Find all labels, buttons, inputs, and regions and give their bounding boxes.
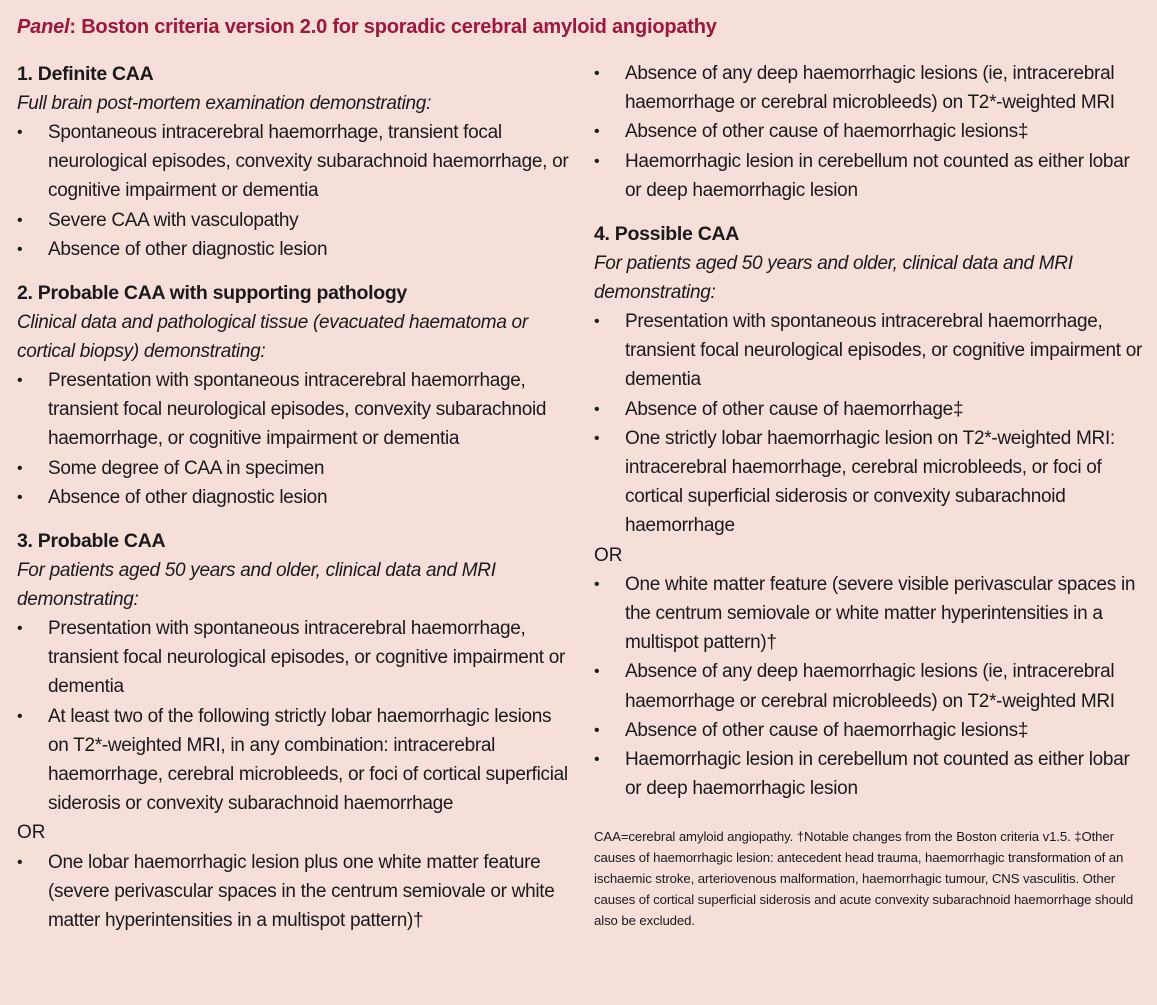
left-column bbox=[17, 60, 572, 950]
section-subheading: Full brain post-mortem examination demonstrating: bbox=[17, 93, 432, 114]
section-probable-caa bbox=[17, 527, 572, 935]
list-item: • Absence of other cause of haemorrhagic lesions‡ bbox=[594, 716, 1149, 745]
criteria-list bbox=[17, 118, 572, 264]
list-item: • Absence of other cause of haemorrhage‡ bbox=[594, 395, 1149, 424]
list-item: • Absence of other diagnostic lesion bbox=[17, 483, 572, 512]
list-item: • Presentation with spontaneous intracerebral haemorrhage, transient focal neurological episodes, or cognitive impairment or dementia bbox=[594, 307, 1149, 395]
section-heading: 2. Probable CAA with supporting pathology bbox=[17, 282, 407, 305]
section-heading: 1. Definite CAA bbox=[17, 63, 154, 85]
section-subheading: For patients aged 50 years and older, clinical data and MRI demonstrating: bbox=[17, 560, 496, 611]
list-item: • Absence of other cause of haemorrhagic lesions‡ bbox=[594, 117, 1149, 146]
panel-title-text: : Boston criteria version 2.0 for sporadic cerebral amyloid angiopathy bbox=[69, 16, 717, 38]
list-item: • Absence of other diagnostic lesion bbox=[17, 235, 572, 264]
list-item: • Some degree of CAA in specimen bbox=[17, 454, 572, 483]
section-possible-caa bbox=[594, 220, 1149, 803]
criteria-list bbox=[594, 307, 1149, 541]
list-item: • Severe CAA with vasculopathy bbox=[17, 206, 572, 235]
list-item: • Presentation with spontaneous intracerebral haemorrhage, transient focal neurological episodes, or cognitive impairment or dementia bbox=[17, 614, 572, 702]
section-probable-caa-pathology bbox=[17, 279, 572, 512]
panel-label: Panel bbox=[17, 16, 70, 38]
list-item: • One lobar haemorrhagic lesion plus one white matter feature (severe perivascular spaces in the centrum semiovale or white matter hyperintensities in a multispot pattern)† bbox=[17, 848, 572, 936]
or-separator: OR bbox=[17, 822, 46, 844]
panel-title bbox=[17, 16, 717, 39]
list-item: • One strictly lobar haemorrhagic lesion on T2*-weighted MRI: intracerebral haemorrhage, cerebral microbleeds, or foci of cortical superficial siderosis or convexity subarachnoid haemorrhage bbox=[594, 424, 1149, 541]
section-heading: 4. Possible CAA bbox=[594, 223, 740, 246]
section-definite-caa bbox=[17, 60, 572, 264]
list-item: • Absence of any deep haemorrhagic lesions (ie, intracerebral haemorrhage or cerebral microbleeds) on T2*-weighted MRI bbox=[594, 657, 1149, 715]
section-probable-caa-continued bbox=[594, 59, 1149, 205]
list-item: • Haemorrhagic lesion in cerebellum not counted as either lobar or deep haemorrhagic lesion bbox=[594, 745, 1149, 803]
list-item: • At least two of the following strictly lobar haemorrhagic lesions on T2*-weighted MRI, in any combination: intracerebral haemorrhage, cerebral microbleeds, or foci of cortical superficial siderosis or convexity subarachnoid haemorrhage bbox=[17, 702, 572, 819]
footnote: CAA=cerebral amyloid angiopathy. †Notable changes from the Boston criteria v1.5. ‡Other causes of haemorrhagic lesion: antecedent head trauma, haemorrhagic transformation of an ischaemic stroke, arteriovenous malformation, haemorrhagic tumour, CNS vasculitis. Other causes of cortical superficial siderosis and acute convexity subarachnoid haemorrhage should also be excluded. bbox=[594, 829, 1134, 929]
section-subheading: For patients aged 50 years and older, clinical data and MRI demonstrating: bbox=[594, 253, 1073, 304]
criteria-list bbox=[594, 59, 1149, 205]
list-item: • Absence of any deep haemorrhagic lesions (ie, intracerebral haemorrhage or cerebral microbleeds) on T2*-weighted MRI bbox=[594, 59, 1149, 117]
list-item: • Haemorrhagic lesion in cerebellum not counted as either lobar or deep haemorrhagic lesion bbox=[594, 147, 1149, 205]
right-column bbox=[594, 59, 1149, 931]
or-separator: OR bbox=[594, 544, 623, 566]
list-item: • Presentation with spontaneous intracerebral haemorrhage, transient focal neurological episodes, convexity subarachnoid haemorrhage, or cognitive impairment or dementia bbox=[17, 366, 572, 454]
section-subheading: Clinical data and pathological tissue (evacuated haematoma or cortical biopsy) demonstrating: bbox=[17, 312, 528, 363]
criteria-list bbox=[17, 366, 572, 512]
criteria-list bbox=[17, 848, 572, 936]
criteria-list bbox=[17, 614, 572, 818]
section-heading: 3. Probable CAA bbox=[17, 530, 166, 553]
criteria-list bbox=[594, 570, 1149, 804]
list-item: • One white matter feature (severe visible perivascular spaces in the centrum semiovale or white matter hyperintensities in a multispot pattern)† bbox=[594, 570, 1149, 658]
list-item: • Spontaneous intracerebral haemorrhage, transient focal neurological episodes, convexity subarachnoid haemorrhage, or cognitive impairment or dementia bbox=[17, 118, 572, 206]
